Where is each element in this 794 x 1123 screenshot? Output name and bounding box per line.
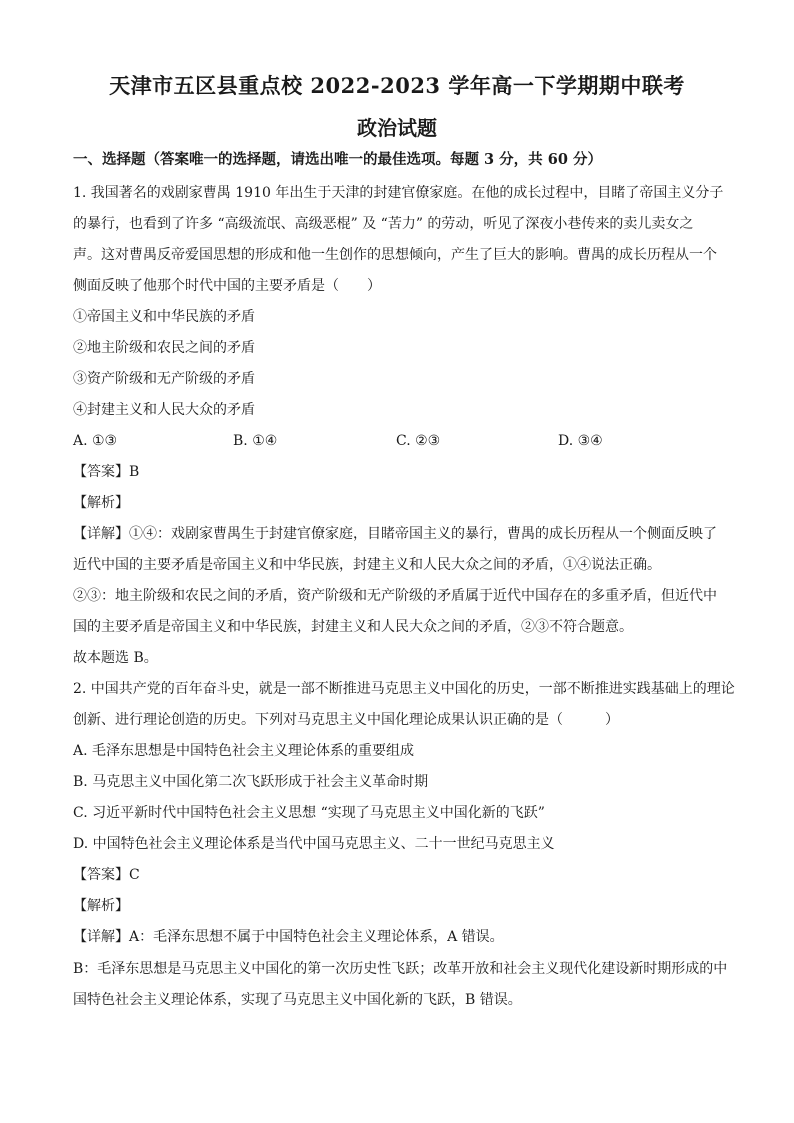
q1-option-c: C. ②③ [396, 433, 441, 449]
q2-option-c: C. 习近平新时代中国特色社会主义思想 “实现了马克思主义中国化新的飞跃” [73, 805, 545, 821]
q2-detail-line: 【详解】A：毛泽东思想不属于中国特色社会主义理论体系，A 错误。 [73, 929, 504, 945]
q2-stem-line: 2. 中国共产党的百年奋斗史，就是一部不断推进马克思主义中国化的历史，一部不断推进实践基础上的理论 [73, 681, 735, 697]
q2-detail-line: B：毛泽东思想是马克思主义中国化的第一次历史性飞跃；改革开放和社会主义现代化建设新时期形成的中 [73, 961, 728, 977]
q1-option-a: A. ①③ [73, 433, 118, 449]
q1-option-b: B. ①④ [233, 433, 278, 449]
q1-item: ③资产阶级和无产阶级的矛盾 [73, 371, 255, 387]
q2-option-a: A. 毛泽东思想是中国特色社会主义理论体系的重要组成 [73, 743, 415, 759]
q2-option-d: D. 中国特色社会主义理论体系是当代中国马克思主义、二十一世纪马克思主义 [73, 836, 555, 852]
exam-subtitle: 政治试题 [357, 116, 437, 140]
q1-detail-line: 故本题选 B。 [73, 650, 158, 666]
q1-answer: 【答案】B [73, 464, 140, 480]
q1-detail-line: 近代中国的主要矛盾是帝国主义和中华民族，封建主义和人民大众之间的矛盾，①④说法正确。 [73, 557, 661, 573]
q1-stem-line: 侧面反映了他那个时代中国的主要矛盾是（ ） [73, 278, 381, 294]
q2-option-b: B. 马克思主义中国化第二次飞跃形成于社会主义革命时期 [73, 774, 429, 790]
q1-stem-line: 声。这对曹禺反帝爱国思想的形成和他一生创作的思想倾向，产生了巨大的影响。曹禺的成长历程从一个 [73, 247, 717, 263]
q1-analysis-label: 【解析】 [73, 495, 129, 511]
q1-detail-line: 国的主要矛盾是帝国主义和中华民族，封建主义和人民大众之间的矛盾，②③不符合题意。 [73, 619, 633, 635]
q1-detail-line: 【详解】①④：戏剧家曹禺生于封建官僚家庭，目睹帝国主义的暴行，曹禺的成长历程从一个侧面反映了 [73, 526, 717, 542]
exam-title: 天津市五区县重点校 2022-2023 学年高一下学期期中联考 [109, 73, 685, 98]
q1-item: ②地主阶级和农民之间的矛盾 [73, 340, 255, 356]
q2-detail-line: 国特色社会主义理论体系，实现了马克思主义中国化新的飞跃，B 错误。 [73, 992, 522, 1008]
q1-item: ①帝国主义和中华民族的矛盾 [73, 309, 255, 325]
q1-stem-line: 的暴行，也看到了许多 “高级流氓、高级恶棍” 及 “苦力” 的劳动，听见了深夜小巷传来的卖儿卖女之 [73, 216, 694, 232]
q1-item: ④封建主义和人民大众的矛盾 [73, 402, 255, 418]
q2-stem-line: 创新、进行理论创造的历史。下列对马克思主义中国化理论成果认识正确的是（ ） [73, 712, 619, 728]
q1-option-d: D. ③④ [558, 433, 603, 449]
q2-answer: 【答案】C [73, 867, 140, 883]
q1-detail-line: ②③：地主阶级和农民之间的矛盾，资产阶级和无产阶级的矛盾属于近代中国存在的多重矛盾，但近代中 [73, 588, 717, 604]
q2-analysis-label: 【解析】 [73, 898, 129, 914]
q1-stem-line: 1. 我国著名的戏剧家曹禺 1910 年出生于天津的封建官僚家庭。在他的成长过程中，目睹了帝国主义分子 [73, 185, 724, 201]
section-heading: 一、选择题（答案唯一的选择题，请选出唯一的最佳选项。每题 3 分，共 60 分） [73, 151, 602, 168]
